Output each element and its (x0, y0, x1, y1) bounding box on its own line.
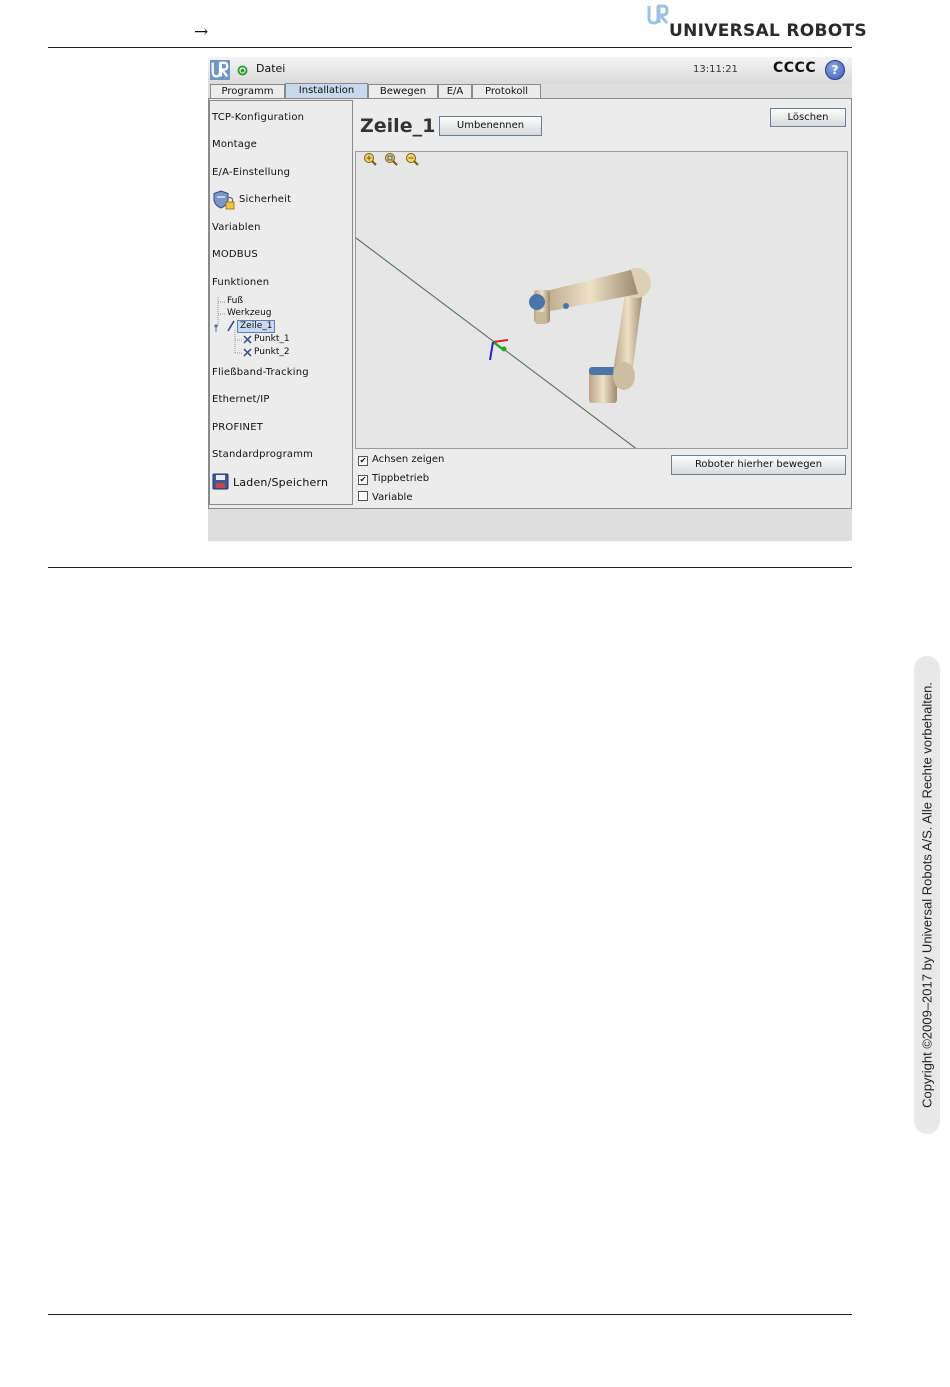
zoom-fit-icon[interactable] (386, 154, 398, 166)
sidebar-item-conveyor[interactable]: Fließband-Tracking (212, 367, 309, 378)
tab-ea[interactable]: E/A (438, 84, 472, 99)
sidebar-item-io-setup[interactable]: E/A-Einstellung (212, 167, 291, 178)
tree-item-point2[interactable]: Punkt_2 (254, 347, 290, 357)
checkbox-jog[interactable] (358, 473, 429, 485)
tree-item-base[interactable]: Fuß (227, 296, 244, 306)
point-feature-icon (243, 348, 252, 357)
line-feature-icon (227, 320, 235, 332)
checkbox-box[interactable] (358, 491, 368, 501)
robot-arm (529, 268, 651, 403)
checkbox-box[interactable]: ✔ (359, 456, 367, 465)
sidebar-item-ethernet-ip[interactable]: Ethernet/IP (212, 394, 270, 405)
tree-item-point1[interactable]: Punkt_1 (254, 334, 290, 344)
section-rule (48, 567, 852, 568)
top-rule (48, 47, 852, 48)
sidebar-item-default-program[interactable]: Standardprogramm (212, 449, 314, 460)
title-bar (208, 57, 852, 84)
copyright-tab (914, 656, 940, 1134)
installation-sidebar (209, 100, 353, 505)
ur-app-icon (210, 60, 230, 80)
clock: 13:11:21 (693, 64, 738, 75)
checkbox-show-axes[interactable] (358, 454, 444, 466)
status-strip (208, 509, 852, 541)
robot-scene (356, 152, 848, 449)
checkbox-box[interactable]: ✔ (359, 475, 367, 484)
tree-item-line-selected[interactable]: Zeile_1 (237, 320, 275, 333)
footer-rule (48, 1314, 852, 1315)
shield-lock-icon (212, 190, 236, 210)
arrow-symbol: → (194, 22, 209, 42)
copyright-text: Copyright ©2009–2017 by Universal Robots A/S. Alle Rechte vorbehalten. (919, 682, 935, 1108)
brand-logo (647, 4, 867, 42)
brand-name: UNIVERSAL ROBOTS (669, 21, 867, 41)
delete-button[interactable]: Löschen (770, 108, 846, 127)
sidebar-item-modbus[interactable]: MODBUS (212, 249, 258, 260)
zoom-out-icon[interactable] (407, 154, 419, 166)
sidebar-item-profinet[interactable]: PROFINET (212, 422, 264, 433)
sidebar-item-sicherheit-label: Sicherheit (239, 194, 292, 205)
load-save-label: Laden/Speichern (233, 476, 329, 489)
tab-programm[interactable]: Programm (210, 84, 285, 99)
checkbox-label: Tippbetrieb (372, 473, 430, 484)
tab-protokoll[interactable]: Protokoll (472, 84, 541, 99)
floppy-disk-icon (212, 473, 229, 490)
3d-viewport[interactable] (355, 151, 848, 449)
rename-button[interactable]: Umbenennen (439, 116, 542, 136)
tree-item-tool[interactable]: Werkzeug (227, 308, 272, 318)
tab-installation[interactable]: Installation (285, 83, 368, 99)
help-icon[interactable]: ? (825, 60, 845, 80)
ur-logo-icon (647, 4, 669, 26)
line-feature (356, 238, 638, 449)
feature-title: Zeile_1 (360, 115, 436, 137)
sidebar-item-tcp[interactable]: TCP-Konfiguration (212, 112, 305, 123)
checkbox-label: Variable (372, 492, 413, 503)
checkbox-label: Achsen zeigen (372, 454, 445, 465)
point-feature-icon (243, 335, 252, 344)
zoom-in-icon[interactable] (365, 154, 377, 166)
move-robot-here-button[interactable]: Roboter hierher bewegen (671, 455, 846, 475)
tab-bewegen[interactable]: Bewegen (368, 84, 438, 99)
status-running-icon (237, 65, 248, 76)
file-menu[interactable]: Datei (256, 62, 286, 75)
feature-axes (490, 340, 508, 360)
sidebar-item-montage[interactable]: Montage (212, 139, 258, 150)
sidebar-item-variablen[interactable]: Variablen (212, 222, 261, 233)
sidebar-item-load-save[interactable] (212, 471, 347, 491)
robot-name: CCCC (773, 60, 817, 76)
sidebar-item-sicherheit[interactable] (212, 190, 342, 210)
sidebar-item-funktionen[interactable]: Funktionen (212, 277, 270, 288)
robot-ui-screenshot (208, 57, 852, 541)
checkbox-variable[interactable] (358, 491, 413, 503)
